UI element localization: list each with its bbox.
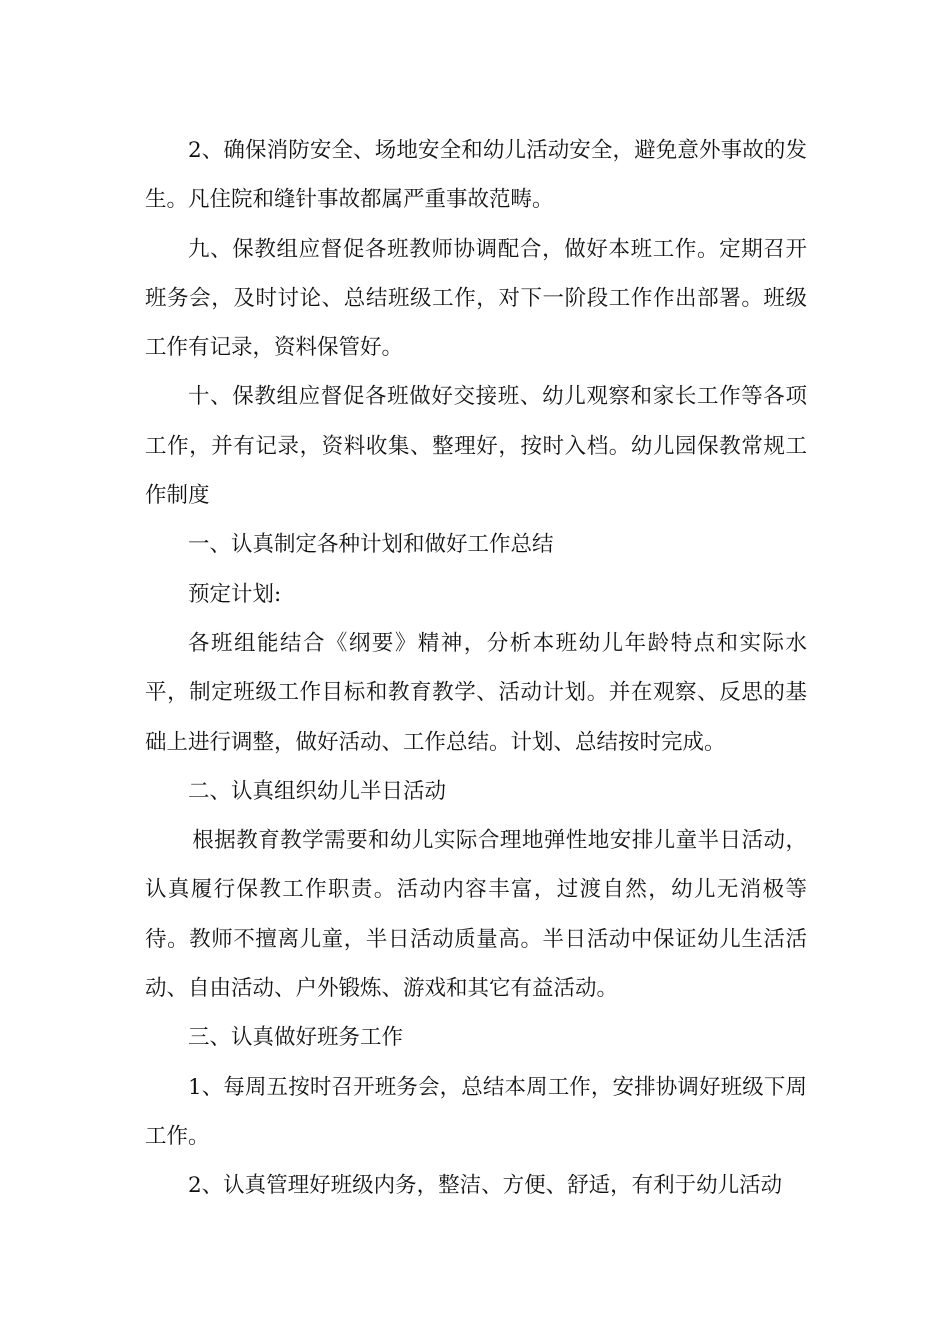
document-body <box>145 126 807 1211</box>
paragraph-weekly-meeting: 1、每周五按时召开班务会，总结本周工作，安排协调好班级下周工作。 <box>145 1074 807 1149</box>
paragraph-section-9: 九、保教组应督促各班教师协调配合，做好本班工作。定期召开班务会，及时讨论、总结班级工作，对下一阶段工作作出部署。班级工作有记录，资料保管好。 <box>145 236 807 361</box>
label-planned-schedule: 预定计划: <box>188 581 282 607</box>
paragraph-half-day-activities: 根据教育教学需要和幼儿实际合理地弹性地安排儿童半日活动，认真履行保教工作职责。活动内容丰富，过渡自然，幼儿无消极等待。教师不擅离儿童，半日活动质量高。半日活动中保证幼儿生活活动、自由活动、户外锻炼、游戏和其它有益活动。 <box>145 828 807 1002</box>
paragraph-section-10: 十、保教组应督促各班做好交接班、幼儿观察和家长工作等各项工作，并有记录，资料收集、整理好，按时入档。幼儿园保教常规工作制度 <box>145 384 807 509</box>
paragraph-class-plans: 各班组能结合《纲要》精神，分析本班幼儿年龄特点和实际水平，制定班级工作目标和教育教学、活动计划。并在观察、反思的基础上进行调整，做好活动、工作总结。计划、总结按时完成。 <box>145 630 807 755</box>
heading-class-affairs: 三、认真做好班务工作 <box>188 1025 404 1051</box>
paragraph-class-housekeeping: 2、认真管理好班级内务，整洁、方便、舒适，有利于幼儿活动 <box>188 1173 783 1199</box>
heading-plans-summary: 一、认真制定各种计划和做好工作总结 <box>188 532 554 558</box>
heading-half-day-activities: 二、认真组织幼儿半日活动 <box>188 778 447 804</box>
paragraph-safety-2: 2、确保消防安全、场地安全和幼儿活动安全，避免意外事故的发生。凡住院和缝针事故都属严重事故范畴。 <box>145 138 807 213</box>
